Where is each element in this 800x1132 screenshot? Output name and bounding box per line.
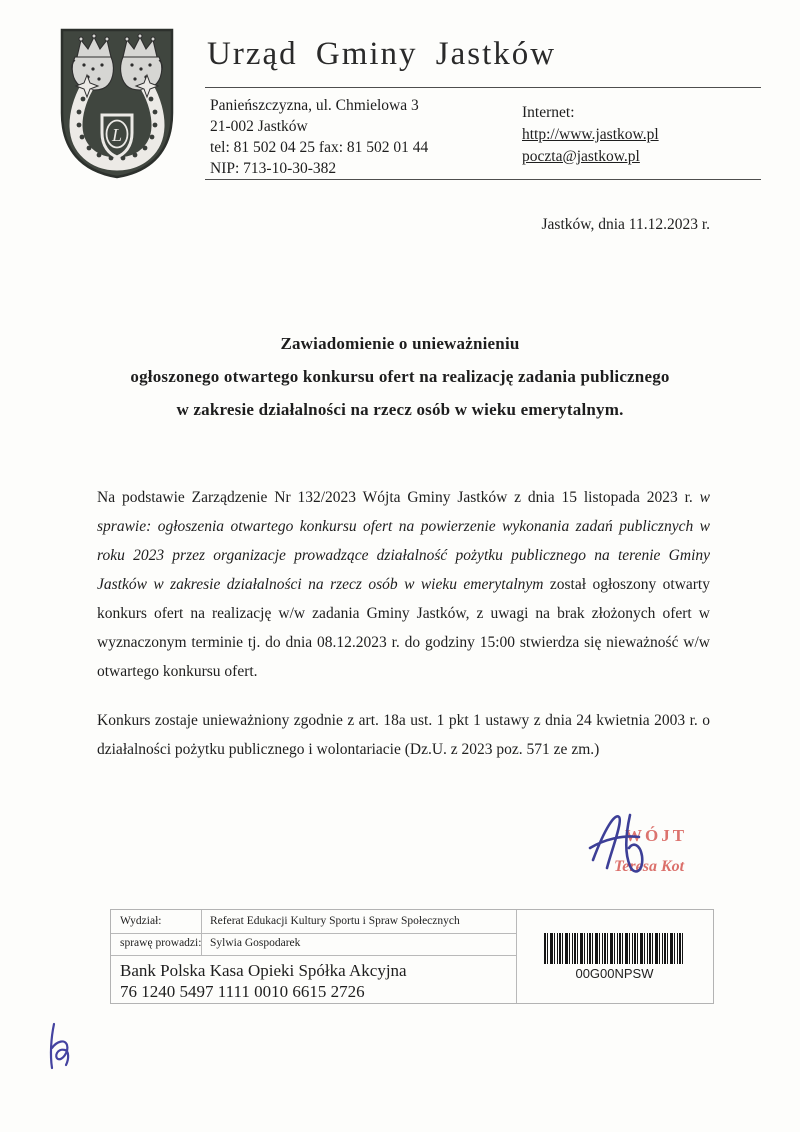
- pen-scribble-mark: [40, 1018, 86, 1084]
- paragraph-1-italic-citation: w sprawie: ogłoszenia otwartego konkursu ofert na powierzenie wykonania zadań publicznych w roku 2023 przez organizacje prowadzące działalność pożytku publicznego na terenie Gminy Jastków w zakresie działalności na rzecz osób w wieku emerytalnym: [97, 489, 710, 593]
- coat-of-arms-jastkow: [57, 27, 177, 180]
- barcode-image: [544, 933, 685, 964]
- bank-account-number: 76 1240 5497 1111 0010 6615 2726: [120, 982, 365, 1001]
- date-line: Jastków, dnia 11.12.2023 r.: [541, 216, 710, 233]
- body-paragraph-2: Konkurs zostaje unieważniony zgodnie z art. 18a ust. 1 pkt 1 ustawy z dnia 24 kwietnia 2003 r. o działalności pożytku publicznego i wolontariacie (Dz.U. z 2023 poz. 571 ze zm.): [97, 712, 710, 758]
- bank-name: Bank Polska Kasa Opieki Spółka Akcyjna: [120, 961, 407, 980]
- department-value: Referat Edukacji Kultury Sportu i Spraw Społecznych: [210, 915, 460, 927]
- address-nip: NIP: 713-10-30-382: [210, 160, 337, 177]
- internet-label: Internet:: [522, 104, 575, 121]
- title-line-1: Zawiadomienie o unieważnieniu: [280, 334, 520, 353]
- mayor-stamp-name: Teresa Kot: [614, 858, 685, 875]
- title-line-2: ogłoszonego otwartego konkursu ofert na realizację zadania publicznego: [130, 367, 670, 386]
- document-title: [60, 327, 740, 426]
- table-barcode-divider: [516, 910, 517, 1003]
- website-link[interactable]: http://www.jastkow.pl: [522, 126, 659, 143]
- bank-details: [120, 960, 407, 1002]
- title-line-3: w zakresie działalności na rzecz osób w wieku emerytalnym.: [176, 400, 624, 419]
- email-link[interactable]: poczta@jastkow.pl: [522, 148, 640, 165]
- paragraph-1-roman-tail: został ogłoszony otwarty konkurs ofert na realizację w/w zadania Gminy Jastków, z uwagi na brak złożonych ofert w wyznaczonym terminie tj. do dnia 08.12.2023 r. do godziny 15:00 stwierdza się nieważność w/w otwartego konkursu ofert.: [97, 576, 710, 680]
- footer-info-table: [110, 909, 714, 1004]
- header-divider-top: [205, 87, 761, 88]
- department-label: Wydział:: [120, 915, 162, 927]
- header-divider-bottom: [205, 179, 761, 180]
- crest-letter: L: [111, 125, 123, 145]
- org-name: Urząd Gminy Jastków: [207, 36, 557, 72]
- address-street: Panieńszczyzna, ul. Chmielowa 3: [210, 97, 419, 114]
- internet-block: [522, 102, 659, 168]
- body-paragraph-1: [97, 483, 710, 686]
- paragraph-1-roman-lead: Na podstawie Zarządzenie Nr 132/2023 Wójta Gminy Jastków z dnia 15 listopada 2023 r.: [97, 489, 700, 506]
- case-handler-label: sprawę prowadzi:: [120, 937, 202, 949]
- address-city: 21-002 Jastków: [210, 118, 308, 135]
- barcode-text: 00G00NPSW: [575, 966, 654, 981]
- address-phone-fax: tel: 81 502 04 25 fax: 81 502 01 44: [210, 139, 429, 156]
- table-row-divider-1: [111, 933, 516, 934]
- table-row-divider-2: [111, 955, 516, 956]
- case-handler-value: Sylwia Gospodarek: [210, 937, 301, 949]
- mayor-stamp-title: WÓJT: [625, 826, 688, 845]
- address-block: [210, 95, 428, 179]
- handwritten-signature: [583, 806, 695, 886]
